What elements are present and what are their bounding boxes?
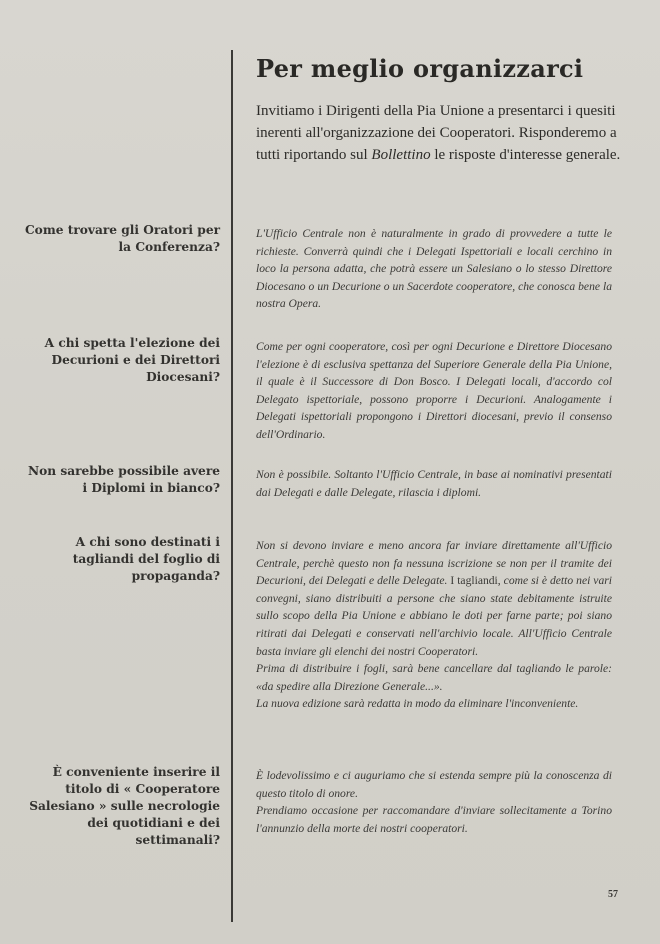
answer-2 [256,338,612,444]
answer-4-paragraph-2: Prima di distribuire i fogli, sarà bene cancellare dal tagliando le parole: «da spedire alla Direzione Generale...». [256,662,612,693]
page-number: 57 [608,889,618,900]
answer-5-paragraph-1: È lodevolissimo e ci auguriamo che si estenda sempre più la conoscenza di questo titolo di onore. [256,769,612,800]
answer-5 [256,767,612,837]
answer-4-p1-before: Non si devono inviare e meno ancora far inviare direttamente all'Ufficio Centrale, perchè questo non fa nessuna iscrizione se non per il tramite dei Decurioni, dei Delegati e delle Delegate. [256,539,612,588]
intro-text-after: le risposte d'interesse generale. [430,147,621,163]
answer-4 [256,537,612,713]
question-4: A chi sono destinati i tagliandi del foglio di propaganda? [72,535,220,583]
question-5: È conveniente inserire il titolo di « Cooperatore Salesiano » sulle necrologie dei quotidiani e dei settimanali? [29,765,220,847]
answer-4-p1-upright: I tagliandi, [450,574,501,588]
intro-text-before: Invitiamo i Dirigenti della Pia Unione a presentarci i quesiti inerenti all'organizzazione dei Cooperatori. Risponderemo a tutti riportando sul [256,103,617,163]
answer-4-paragraph-3: La nuova edizione sarà redatta in modo da eliminare l'inconveniente. [256,697,579,711]
answer-1 [256,225,612,313]
answer-4-paragraph-1 [256,537,612,660]
answer-4-p1-after: come si è detto nei vari convegni, siano distribuiti a persone che siano state debitamente istruite sullo scopo della Pia Unione e abbiano le doti per farne parte; poi siano ritirati dai Delegati e conservati nell'archivio locale. All'Ufficio Centrale basta inviare gli elenchi dei nostri Cooperatori. [256,574,612,658]
answer-3 [256,466,612,501]
vertical-divider [231,50,233,922]
answer-5-paragraph-2: Prendiamo occasione per raccomandare d'inviare sollecitamente a Torino l'annunzio della morte dei nostri cooperatori. [256,804,612,835]
question-1: Come trovare gli Oratori per la Conferenza? [24,223,220,254]
intro-italic-bollettino: Bollettino [371,147,431,163]
page-title: Per meglio organizzarci [256,54,584,83]
question-3: Non sarebbe possibile avere i Diplomi in bianco? [27,464,220,495]
answer-1-text: L'Ufficio Centrale non è naturalmente in grado di provvedere a tutte le richieste. Converrà quindi che i Delegati Ispettoriali e locali cerchino in loco la persona adatta, che potrà essere un Salesiano o lo stesso Direttore Diocesano o un Decurione o un Sacerdote cooperatore, che conosca bene la nostra Opera. [256,227,612,311]
answer-3-text: Non è possibile. Soltanto l'Ufficio Centrale, in base ai nominativi presentati dai Delegati e dalle Delegate, rilascia i diplomi. [256,468,612,499]
intro-paragraph [256,100,621,166]
answer-2-text: Come per ogni cooperatore, così per ogni Decurione e Direttore Diocesano l'elezione è di esclusiva spettanza del Superiore Generale della Pia Unione, il quale è il Successore di Don Bosco. I Delegati locali, d'accordo col Delegato ispettoriale, possono proporre i Decurioni. Analogamente i Delegati ispettoriali propongono i Direttori diocesani, previo il consenso dell'Ordinario. [256,340,612,441]
question-2: A chi spetta l'elezione dei Decurioni e dei Direttori Diocesani? [44,336,220,384]
